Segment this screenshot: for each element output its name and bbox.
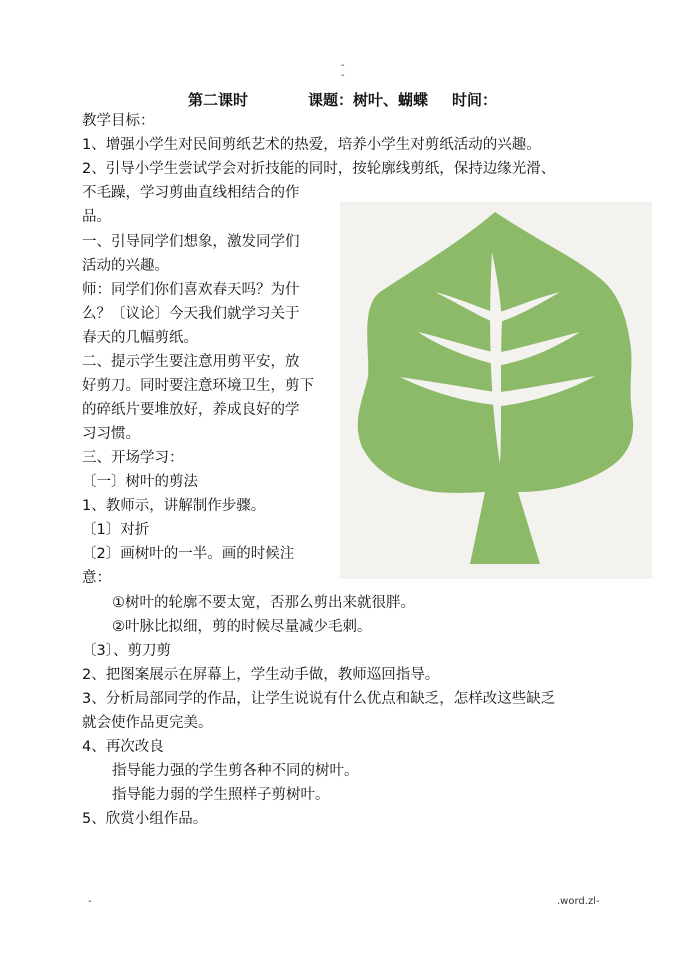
step-1-2: 〔2〕画树叶的一半。画的时候注 (82, 546, 295, 562)
leaf-papercut-image (340, 202, 652, 579)
footer-left: - (88, 896, 92, 907)
objective-2: 2、引导小学生尝试学会对折技能的同时，按轮廓线剪纸，保持边缘光滑、 (82, 161, 556, 177)
step-2: 2、把图案展示在屏幕上，学生动手做，教师巡回指导。 (82, 667, 440, 683)
step-4: 4、再次改良 (82, 739, 164, 755)
subsection-1: 〔一〕树叶的剪法 (82, 474, 198, 490)
step-1-1: 〔1〕对折 (82, 522, 150, 538)
section-1: 一、引导同学们想象，激发同学们 (82, 234, 300, 250)
objective-1: 1、增强小学生对民间剪纸艺术的热爱，培养小学生对剪纸活动的兴趣。 (82, 137, 541, 153)
footer-right: .word.zl- (557, 896, 600, 907)
section-2-end: 习习惯。 (82, 426, 140, 442)
teacher-line-end: 春天的几幅剪纸。 (82, 330, 198, 346)
teacher-line-cont: 么？〔议论〕今天我们就学习关于 (82, 306, 300, 322)
section-2-cont: 的碎纸片要堆放好，养成良好的学 (82, 402, 300, 418)
guide-2: 指导能力弱的学生照样子剪树叶。 (112, 787, 330, 803)
lesson-topic: 课题：树叶、蝴蝶 (308, 91, 429, 109)
note-1: ①树叶的轮廓不要太宽，否那么剪出来就很胖。 (112, 595, 415, 611)
lesson-number: 第二课时 (188, 91, 249, 109)
note-2: ②叶脉比拟细，剪的时候尽量减少毛刺。 (112, 619, 372, 635)
leaf-icon (340, 202, 652, 579)
objective-2-cont: 不毛躁，学习剪曲直线相结合的作 (82, 185, 300, 201)
section-3: 三、开场学习： (82, 450, 184, 466)
step-1-3: 〔3〕、剪刀剪 (82, 643, 171, 659)
section-1-cont: 活动的兴趣。 (82, 258, 169, 274)
lesson-time: 时间： (452, 91, 498, 109)
step-1: 1、教师示，讲解制作步骤。 (82, 498, 266, 514)
step-3: 3、分析局部同学的作品，让学生说说有什么优点和缺乏，怎样改这些缺乏 (82, 691, 556, 707)
header-mark: - (341, 60, 345, 71)
step-1-2-cont: 意： (82, 570, 111, 586)
header-mark: - (341, 70, 345, 81)
objective-2-end: 品。 (82, 209, 111, 225)
teacher-line: 师：同学们你们喜欢春天吗？为什 (82, 282, 300, 298)
section-2: 二、提示学生要注意用剪平安，放 (82, 354, 300, 370)
guide-1: 指导能力强的学生剪各种不同的树叶。 (112, 763, 359, 779)
step-5: 5、欣赏小组作品。 (82, 811, 208, 827)
step-3-cont: 就会使作品更完美。 (82, 715, 213, 731)
objectives-heading: 教学目标： (82, 113, 155, 129)
section-2-cont: 好剪刀。同时要注意环境卫生，剪下 (82, 378, 314, 394)
